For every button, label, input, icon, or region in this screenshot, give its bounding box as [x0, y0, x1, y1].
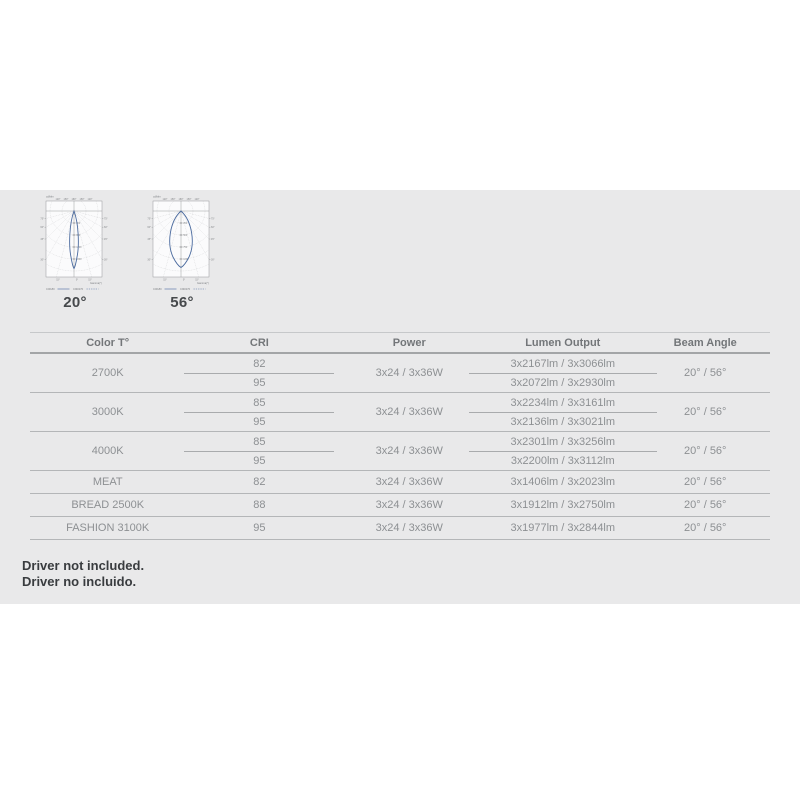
svg-text:60°: 60° [40, 226, 44, 230]
cell-cri: 95 [185, 517, 333, 540]
cell-power: 3x24 / 3x36W [333, 494, 485, 517]
svg-text:750: 750 [183, 245, 188, 249]
svg-text:400: 400 [76, 221, 81, 225]
driver-note-en: Driver not included. [22, 558, 145, 573]
svg-text:15°: 15° [195, 278, 199, 282]
cell-cri: 85 95 [185, 393, 333, 432]
svg-text:60°: 60° [104, 226, 108, 230]
cell-color-t: 3000K [30, 393, 185, 432]
table-row [30, 432, 770, 471]
svg-text:500: 500 [183, 233, 188, 237]
spec-table-body [30, 353, 770, 540]
svg-text:45°: 45° [147, 237, 151, 241]
svg-text:C90/270: C90/270 [73, 287, 84, 291]
svg-text:180°: 180° [178, 198, 184, 202]
svg-text:60°: 60° [147, 226, 151, 230]
cell-lumen-output: 3x1912lm / 3x2750lm [485, 494, 640, 517]
cell-color-t: BREAD 2500K [30, 494, 185, 517]
svg-text:15°: 15° [163, 278, 167, 282]
svg-text:cd/klm: cd/klm [46, 195, 54, 199]
polar-curve-56-svg [143, 193, 221, 293]
svg-text:30°: 30° [40, 258, 44, 262]
cell-beam-angle: 20° / 56° [640, 471, 770, 494]
svg-text:120°: 120° [87, 198, 93, 202]
header-beam-angle: Beam Angle [640, 333, 770, 354]
cell-lumen-output: 3x2301lm / 3x3256lm 3x2200lm / 3x3112lm [485, 432, 640, 471]
beam-angle-label-56: 56° [170, 294, 194, 311]
cell-color-t: MEAT [30, 471, 185, 494]
table-row [30, 494, 770, 517]
svg-text:800: 800 [76, 233, 81, 237]
svg-text:C90/270: C90/270 [180, 287, 191, 291]
svg-text:15°: 15° [88, 278, 92, 282]
cell-cri: 82 95 [185, 353, 333, 393]
svg-text:Gamma(°): Gamma(°) [90, 282, 102, 285]
driver-notes [22, 558, 144, 590]
svg-text:cd/klm: cd/klm [153, 195, 161, 199]
svg-text:75°: 75° [147, 217, 151, 221]
cell-power: 3x24 / 3x36W [333, 353, 485, 393]
cell-lumen-output: 3x1977lm / 3x2844lm [485, 517, 640, 540]
table-header-row [30, 333, 770, 354]
photometric-diagram-20 [36, 193, 114, 311]
cell-lumen-output: 3x2234lm / 3x3161lm 3x2136lm / 3x3021lm [485, 393, 640, 432]
cell-power: 3x24 / 3x36W [333, 471, 485, 494]
header-lumen-output: Lumen Output [485, 333, 640, 354]
cell-lumen-output: 3x1406lm / 3x2023lm [485, 471, 640, 494]
svg-text:150°: 150° [63, 198, 69, 202]
photometric-diagram-56 [143, 193, 221, 311]
cell-beam-angle: 20° / 56° [640, 517, 770, 540]
svg-text:75°: 75° [211, 217, 215, 221]
svg-text:180°: 180° [71, 198, 77, 202]
svg-text:Gamma(°): Gamma(°) [197, 282, 209, 285]
svg-text:150°: 150° [170, 198, 176, 202]
svg-text:60°: 60° [211, 226, 215, 230]
svg-text:15°: 15° [56, 278, 60, 282]
svg-text:45°: 45° [104, 237, 108, 241]
beam-angle-label-20: 20° [63, 294, 87, 311]
svg-text:150°: 150° [79, 198, 85, 202]
svg-text:120°: 120° [194, 198, 200, 202]
cell-color-t: FASHION 3100K [30, 517, 185, 540]
cell-cri: 88 [185, 494, 333, 517]
driver-note-es: Driver no incluido. [22, 574, 137, 589]
svg-text:30°: 30° [104, 258, 108, 262]
svg-text:0°: 0° [75, 278, 79, 282]
cell-beam-angle: 20° / 56° [640, 353, 770, 393]
svg-text:250: 250 [183, 221, 188, 225]
svg-text:75°: 75° [40, 217, 44, 221]
table-row [30, 471, 770, 494]
cell-cri: 85 95 [185, 432, 333, 471]
cell-cri: 82 [185, 471, 333, 494]
cell-lumen-output: 3x2167lm / 3x3066lm 3x2072lm / 3x2930lm [485, 353, 640, 393]
spec-table [30, 332, 770, 540]
spec-sheet-band [0, 190, 800, 604]
svg-text:1200: 1200 [76, 245, 82, 249]
svg-text:1000: 1000 [183, 257, 189, 261]
table-row [30, 353, 770, 393]
header-cri: CRI [185, 333, 333, 354]
header-power: Power [333, 333, 485, 354]
cell-power: 3x24 / 3x36W [333, 517, 485, 540]
svg-text:75°: 75° [104, 217, 108, 221]
cell-color-t: 4000K [30, 432, 185, 471]
svg-text:0°: 0° [182, 278, 186, 282]
table-row [30, 393, 770, 432]
svg-text:150°: 150° [186, 198, 192, 202]
cell-beam-angle: 20° / 56° [640, 393, 770, 432]
svg-text:30°: 30° [147, 258, 151, 262]
svg-text:C0/180: C0/180 [153, 287, 162, 291]
polar-curve-20-svg [36, 193, 114, 293]
cell-color-t: 2700K [30, 353, 185, 393]
header-color-t: Color T° [30, 333, 185, 354]
svg-text:120°: 120° [55, 198, 61, 202]
cell-power: 3x24 / 3x36W [333, 393, 485, 432]
cell-power: 3x24 / 3x36W [333, 432, 485, 471]
svg-text:120°: 120° [162, 198, 168, 202]
cell-beam-angle: 20° / 56° [640, 494, 770, 517]
svg-text:30°: 30° [211, 258, 215, 262]
svg-text:45°: 45° [211, 237, 215, 241]
cell-beam-angle: 20° / 56° [640, 432, 770, 471]
table-row [30, 517, 770, 540]
svg-text:1600: 1600 [76, 257, 82, 261]
svg-text:45°: 45° [40, 237, 44, 241]
svg-text:C0/180: C0/180 [46, 287, 55, 291]
